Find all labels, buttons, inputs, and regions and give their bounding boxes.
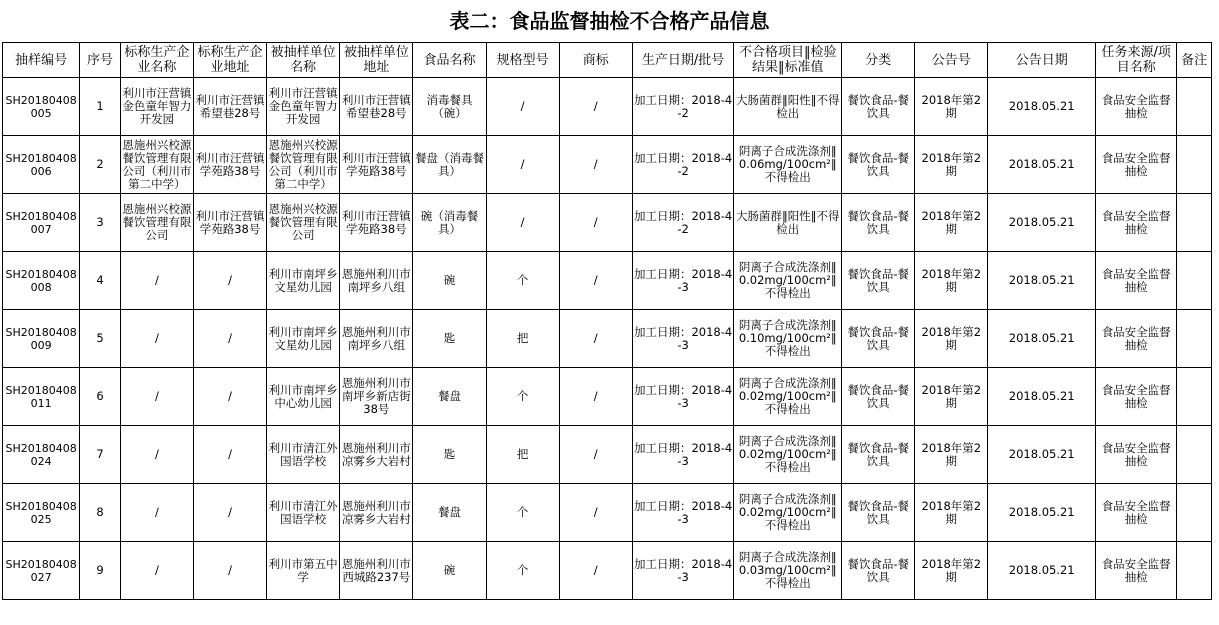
- table-cell: /: [559, 368, 632, 426]
- page-title: 表二：食品监督抽检不合格产品信息: [449, 9, 770, 33]
- table-cell: 阴离子合成洗涤剂‖0.10mg/100cm²‖不得检出: [734, 310, 842, 368]
- table-cell: 利川市南坪乡中心幼儿园: [267, 368, 340, 426]
- column-header: 不合格项目‖检验结果‖标准值: [734, 43, 842, 78]
- table-cell: SH20180408009: [3, 310, 80, 368]
- table-cell: 2: [80, 136, 121, 194]
- table-cell: 2018.05.21: [988, 78, 1096, 136]
- table-cell: 2018.05.21: [988, 310, 1096, 368]
- table-cell: 餐饮食品-餐饮具: [842, 542, 915, 600]
- table-cell: 餐盘: [413, 484, 486, 542]
- table-cell: 阴离子合成洗涤剂‖0.06mg/100cm²‖不得检出: [734, 136, 842, 194]
- table-cell: 加工日期：2018-4-3: [632, 368, 734, 426]
- table-cell: /: [120, 310, 193, 368]
- table-cell: 食品安全监督抽检: [1096, 136, 1177, 194]
- column-header: 被抽样单位名称: [267, 43, 340, 78]
- table-cell: 加工日期：2018-4-3: [632, 484, 734, 542]
- table-cell: 加工日期：2018-4-3: [632, 310, 734, 368]
- table-cell: 加工日期：2018-4-2: [632, 78, 734, 136]
- table-cell: 8: [80, 484, 121, 542]
- table-cell: /: [559, 484, 632, 542]
- table-row: [3, 194, 1212, 252]
- table-cell: 餐盘: [413, 368, 486, 426]
- table-cell: [1177, 484, 1212, 542]
- table-cell: 阴离子合成洗涤剂‖0.02mg/100cm²‖不得检出: [734, 368, 842, 426]
- table-cell: 恩施州利川市南坪乡新店街38号: [340, 368, 413, 426]
- table-cell: 食品安全监督抽检: [1096, 78, 1177, 136]
- column-header: 标称生产企业地址: [193, 43, 266, 78]
- inspection-table: [2, 42, 1212, 600]
- table-cell: 餐饮食品-餐饮具: [842, 252, 915, 310]
- table-row: [3, 310, 1212, 368]
- table-cell: 恩施州兴校源餐饮管理有限公司: [267, 194, 340, 252]
- table-cell: 2018年第2期: [915, 484, 988, 542]
- table-cell: 2018年第2期: [915, 542, 988, 600]
- table-cell: 1: [80, 78, 121, 136]
- table-cell: 利川市汪营镇学苑路38号: [193, 194, 266, 252]
- table-cell: /: [559, 136, 632, 194]
- table-cell: /: [120, 368, 193, 426]
- table-cell: 食品安全监督抽检: [1096, 426, 1177, 484]
- table-cell: 食品安全监督抽检: [1096, 310, 1177, 368]
- table-cell: 6: [80, 368, 121, 426]
- table-cell: 把: [486, 426, 559, 484]
- table-cell: 利川市南坪乡文星幼儿园: [267, 252, 340, 310]
- table-cell: 餐饮食品-餐饮具: [842, 78, 915, 136]
- table-cell: 餐饮食品-餐饮具: [842, 368, 915, 426]
- table-cell: 利川市汪营镇希望巷28号: [193, 78, 266, 136]
- table-cell: 碗: [413, 252, 486, 310]
- table-cell: SH20180408005: [3, 78, 80, 136]
- table-cell: SH20180408011: [3, 368, 80, 426]
- table-cell: 碗: [413, 542, 486, 600]
- column-header: 规格型号: [486, 43, 559, 78]
- table-cell: 阴离子合成洗涤剂‖0.02mg/100cm²‖不得检出: [734, 426, 842, 484]
- table-cell: 恩施州兴校源餐饮管理有限公司（利川市第二中学）: [267, 136, 340, 194]
- table-cell: 餐盘（消毒餐具）: [413, 136, 486, 194]
- table-cell: /: [559, 78, 632, 136]
- table-cell: /: [559, 310, 632, 368]
- table-cell: 阴离子合成洗涤剂‖0.03mg/100cm²‖不得检出: [734, 542, 842, 600]
- table-cell: 加工日期：2018-4-3: [632, 426, 734, 484]
- table-cell: [1177, 426, 1212, 484]
- table-row: [3, 484, 1212, 542]
- table-cell: /: [120, 252, 193, 310]
- table-cell: [1177, 252, 1212, 310]
- table-cell: /: [559, 252, 632, 310]
- table-cell: 匙: [413, 426, 486, 484]
- column-header: 抽样编号: [3, 43, 80, 78]
- table-cell: 匙: [413, 310, 486, 368]
- table-row: [3, 136, 1212, 194]
- table-cell: 个: [486, 484, 559, 542]
- table-cell: [1177, 194, 1212, 252]
- table-cell: SH20180408008: [3, 252, 80, 310]
- table-cell: /: [193, 368, 266, 426]
- table-cell: [1177, 78, 1212, 136]
- table-cell: SH20180408027: [3, 542, 80, 600]
- table-cell: 恩施州利川市凉雾乡大岩村: [340, 484, 413, 542]
- table-cell: 2018.05.21: [988, 484, 1096, 542]
- table-cell: 阴离子合成洗涤剂‖0.02mg/100cm²‖不得检出: [734, 252, 842, 310]
- table-cell: 2018年第2期: [915, 310, 988, 368]
- table-cell: /: [559, 542, 632, 600]
- table-cell: /: [486, 136, 559, 194]
- table-row: [3, 368, 1212, 426]
- table-cell: 个: [486, 368, 559, 426]
- column-header: 被抽样单位地址: [340, 43, 413, 78]
- table-cell: 恩施州利川市南坪乡八组: [340, 310, 413, 368]
- table-cell: /: [193, 426, 266, 484]
- table-cell: 3: [80, 194, 121, 252]
- table-cell: 2018年第2期: [915, 252, 988, 310]
- column-header: 分类: [842, 43, 915, 78]
- table-row: [3, 542, 1212, 600]
- table-cell: 个: [486, 252, 559, 310]
- table-cell: [1177, 542, 1212, 600]
- table-cell: /: [559, 426, 632, 484]
- table-cell: 2018.05.21: [988, 426, 1096, 484]
- table-cell: 恩施州利川市西城路237号: [340, 542, 413, 600]
- table-row: [3, 252, 1212, 310]
- table-cell: 大肠菌群‖阳性‖不得检出: [734, 194, 842, 252]
- table-cell: 恩施州利川市凉雾乡大岩村: [340, 426, 413, 484]
- table-cell: 5: [80, 310, 121, 368]
- table-cell: 食品安全监督抽检: [1096, 194, 1177, 252]
- table-cell: 消毒餐具（碗）: [413, 78, 486, 136]
- table-cell: /: [193, 542, 266, 600]
- table-cell: 2018年第2期: [915, 368, 988, 426]
- table-cell: 阴离子合成洗涤剂‖0.02mg/100cm²‖不得检出: [734, 484, 842, 542]
- table-cell: 2018.05.21: [988, 194, 1096, 252]
- column-header: 商标: [559, 43, 632, 78]
- table-cell: [1177, 136, 1212, 194]
- table-cell: 加工日期：2018-4-2: [632, 194, 734, 252]
- column-header: 标称生产企业名称: [120, 43, 193, 78]
- table-cell: /: [120, 484, 193, 542]
- column-header: 序号: [80, 43, 121, 78]
- table-cell: 2018.05.21: [988, 252, 1096, 310]
- table-cell: [1177, 310, 1212, 368]
- table-cell: 食品安全监督抽检: [1096, 542, 1177, 600]
- table-cell: 7: [80, 426, 121, 484]
- column-header: 公告日期: [988, 43, 1096, 78]
- table-cell: /: [193, 484, 266, 542]
- table-cell: 大肠菌群‖阳性‖不得检出: [734, 78, 842, 136]
- table-row: [3, 426, 1212, 484]
- column-header: 备注: [1177, 43, 1212, 78]
- table-cell: 利川市汪营镇希望巷28号: [340, 78, 413, 136]
- table-cell: /: [193, 310, 266, 368]
- table-cell: 利川市汪营镇学苑路38号: [340, 194, 413, 252]
- column-header: 食品名称: [413, 43, 486, 78]
- table-cell: 2018年第2期: [915, 194, 988, 252]
- table-cell: 2018.05.21: [988, 368, 1096, 426]
- table-cell: 餐饮食品-餐饮具: [842, 194, 915, 252]
- column-header: 生产日期/批号: [632, 43, 734, 78]
- table-cell: 餐饮食品-餐饮具: [842, 310, 915, 368]
- table-cell: 利川市汪营镇金色童年智力开发园: [267, 78, 340, 136]
- table-body: [3, 78, 1212, 600]
- table-cell: 2018.05.21: [988, 542, 1096, 600]
- column-header: 任务来源/项目名称: [1096, 43, 1177, 78]
- table-cell: 4: [80, 252, 121, 310]
- table-cell: 餐饮食品-餐饮具: [842, 426, 915, 484]
- table-cell: 利川市清江外国语学校: [267, 426, 340, 484]
- table-cell: SH20180408024: [3, 426, 80, 484]
- table-cell: [1177, 368, 1212, 426]
- table-cell: 加工日期：2018-4-2: [632, 136, 734, 194]
- table-cell: /: [193, 252, 266, 310]
- table-cell: 2018年第2期: [915, 78, 988, 136]
- table-cell: 餐饮食品-餐饮具: [842, 484, 915, 542]
- table-cell: 利川市第五中学: [267, 542, 340, 600]
- table-cell: 利川市汪营镇学苑路38号: [193, 136, 266, 194]
- table-cell: 食品安全监督抽检: [1096, 252, 1177, 310]
- table-cell: /: [486, 194, 559, 252]
- table-cell: 把: [486, 310, 559, 368]
- table-cell: 利川市清江外国语学校: [267, 484, 340, 542]
- table-cell: SH20180408007: [3, 194, 80, 252]
- table-cell: 碗（消毒餐具）: [413, 194, 486, 252]
- table-cell: 2018.05.21: [988, 136, 1096, 194]
- table-cell: 食品安全监督抽检: [1096, 368, 1177, 426]
- column-header: 公告号: [915, 43, 988, 78]
- table-cell: 个: [486, 542, 559, 600]
- table-cell: /: [120, 426, 193, 484]
- table-cell: 餐饮食品-餐饮具: [842, 136, 915, 194]
- header-row: [3, 43, 1212, 78]
- table-cell: 2018年第2期: [915, 136, 988, 194]
- table-cell: 恩施州兴校源餐饮管理有限公司: [120, 194, 193, 252]
- table-cell: 加工日期：2018-4-3: [632, 252, 734, 310]
- table-cell: /: [559, 194, 632, 252]
- table-cell: 食品安全监督抽检: [1096, 484, 1177, 542]
- table-cell: 利川市汪营镇学苑路38号: [340, 136, 413, 194]
- table-cell: 加工日期：2018-4-3: [632, 542, 734, 600]
- table-cell: 恩施州利川市南坪乡八组: [340, 252, 413, 310]
- table-cell: SH20180408006: [3, 136, 80, 194]
- table-cell: 恩施州兴校源餐饮管理有限公司（利川市第二中学）: [120, 136, 193, 194]
- table-cell: /: [120, 542, 193, 600]
- table-cell: /: [486, 78, 559, 136]
- table-cell: 2018年第2期: [915, 426, 988, 484]
- table-cell: 利川市汪营镇金色童年智力开发园: [120, 78, 193, 136]
- table-cell: SH20180408025: [3, 484, 80, 542]
- table-row: [3, 78, 1212, 136]
- table-cell: 利川市南坪乡文星幼儿园: [267, 310, 340, 368]
- table-cell: 9: [80, 542, 121, 600]
